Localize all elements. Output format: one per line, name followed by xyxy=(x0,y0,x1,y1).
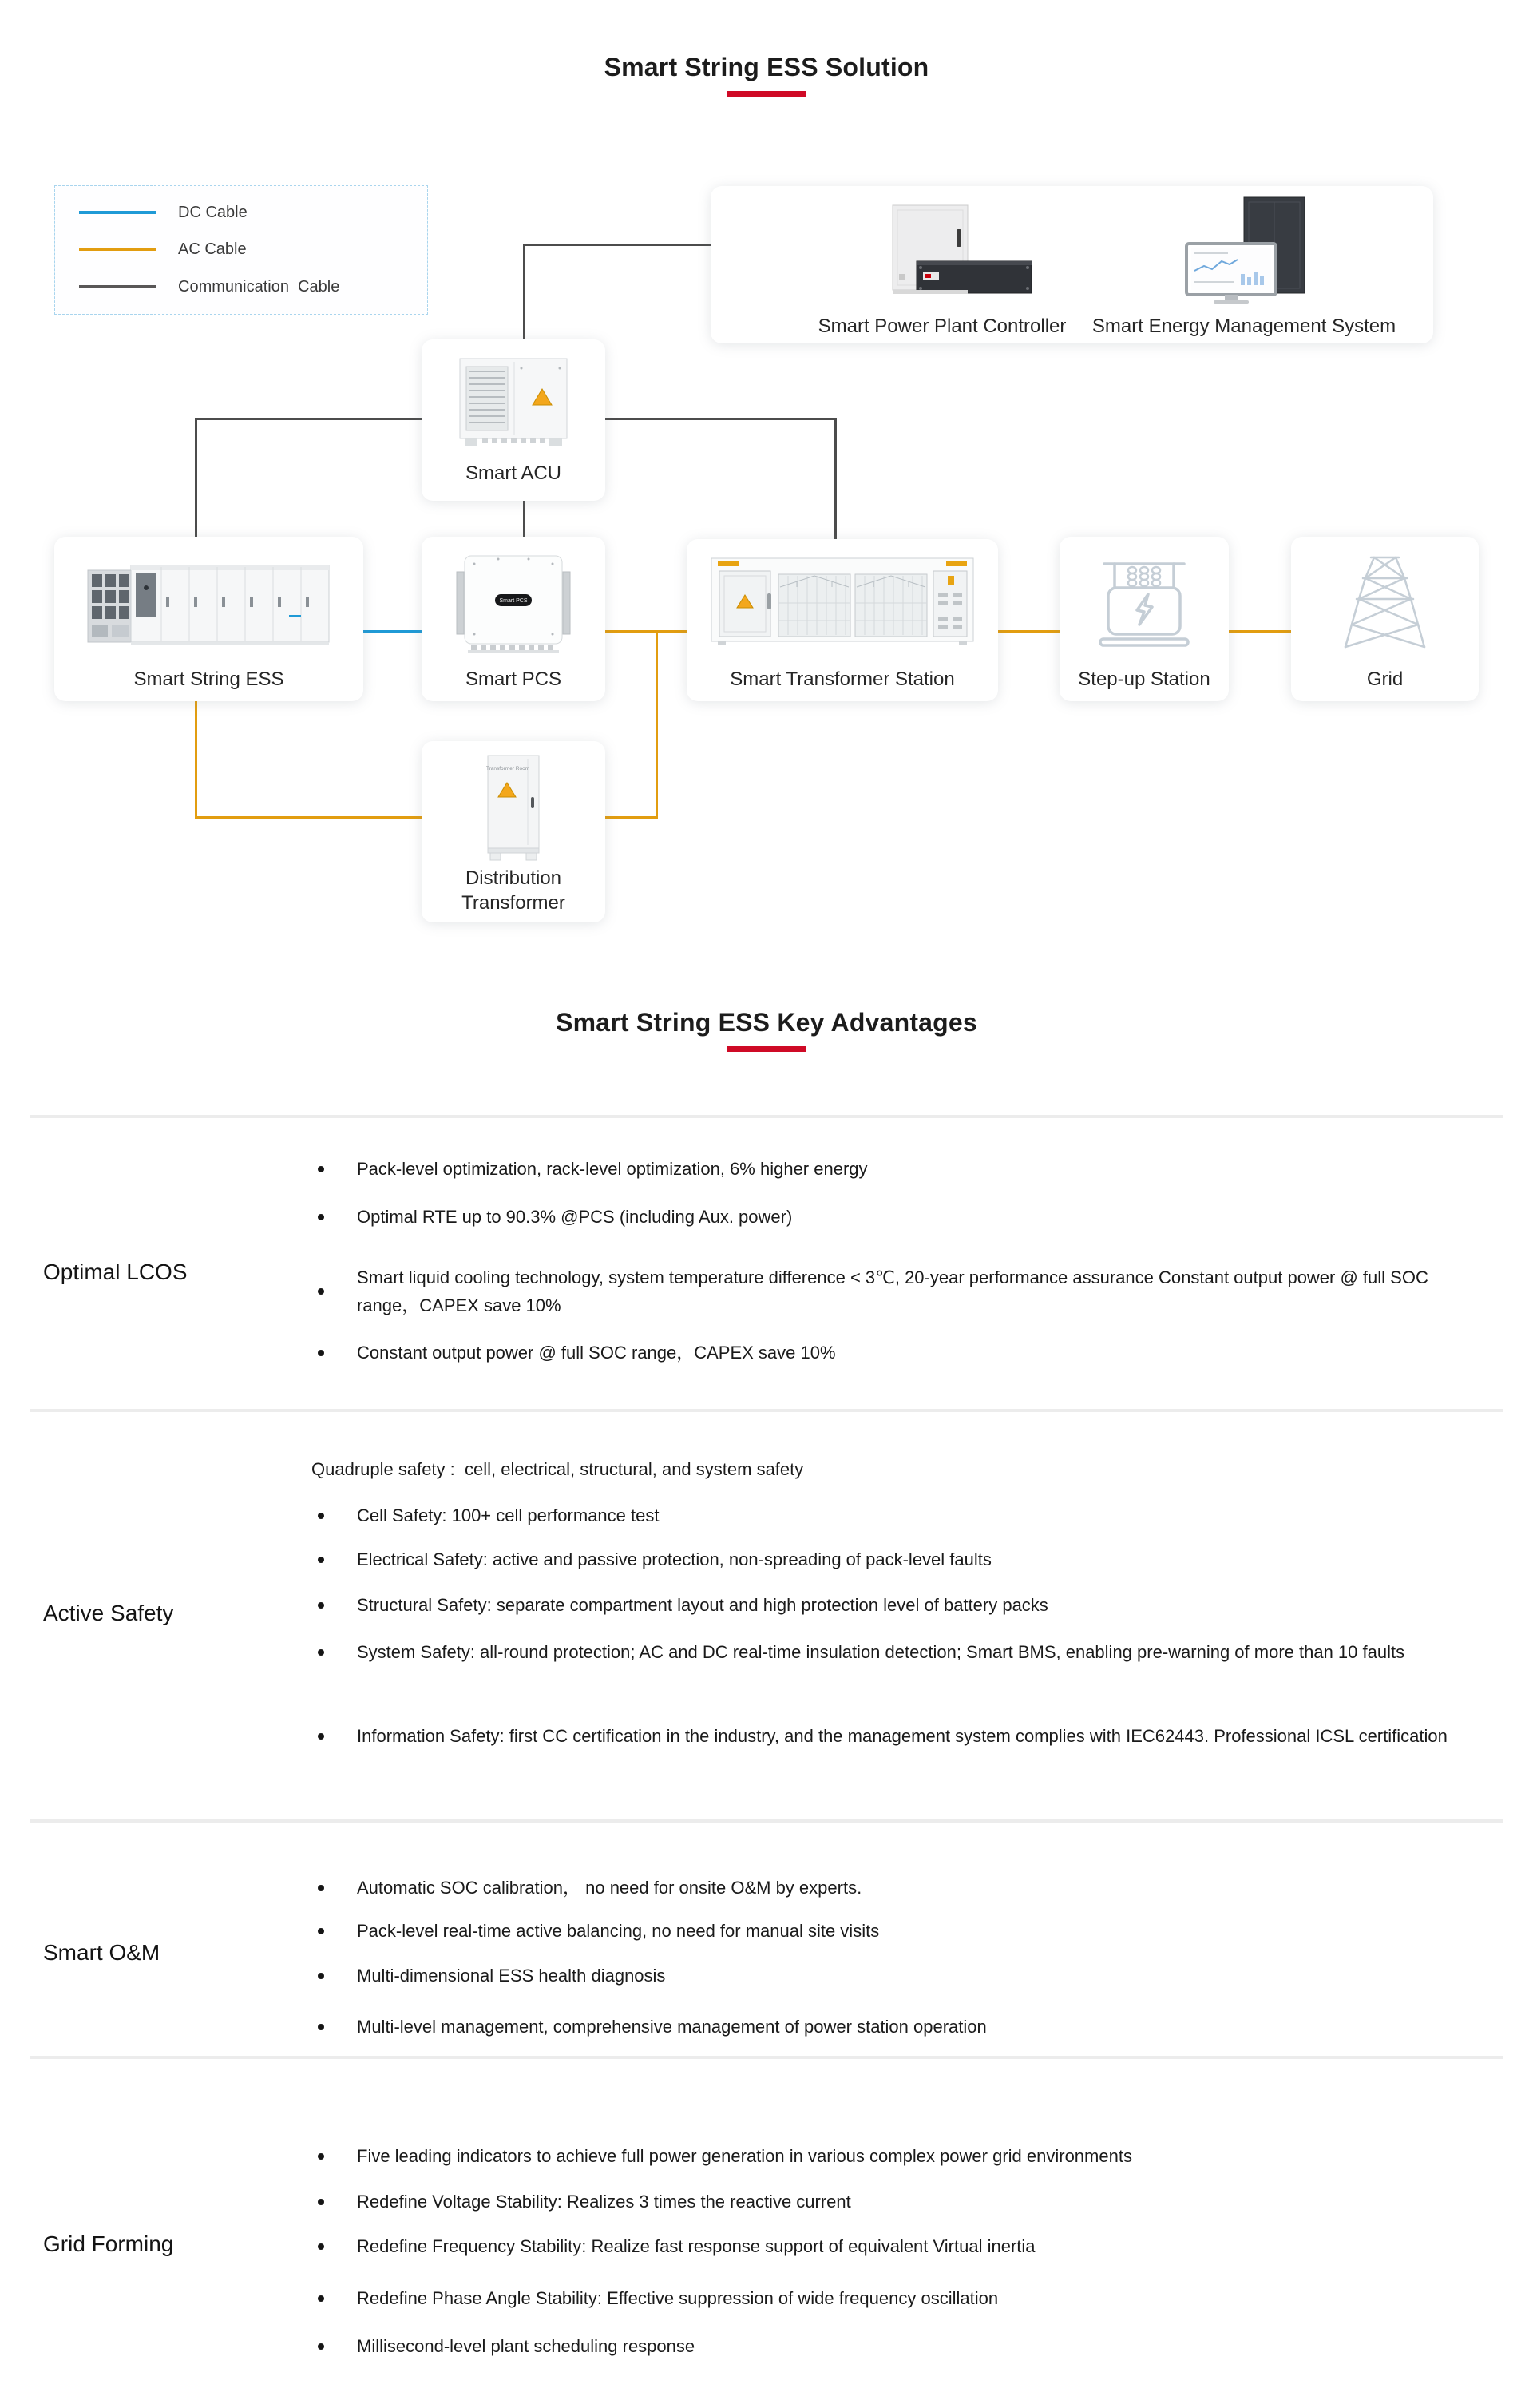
ems-label: Smart Energy Management System xyxy=(1091,315,1396,337)
legend-item-ac xyxy=(79,240,247,259)
quadruple-safety-intro: Quadruple safety : cell, electrical, structural, and system safety xyxy=(311,1459,804,1479)
step-up-station-icon xyxy=(1084,549,1204,652)
acu-label: Smart ACU xyxy=(465,462,562,484)
smart-string-ess-card xyxy=(54,537,363,701)
section-divider xyxy=(30,1409,1503,1412)
ac-line xyxy=(604,816,658,819)
advantage-bullet: System Safety: all-round protection; AC and DC real-time insulation detection; Smart BMS, enabling pre-warning of more than 10 faults xyxy=(318,1638,1477,1666)
comm-line xyxy=(604,418,837,420)
step-up-label: Step-up Station xyxy=(1078,668,1210,690)
smart-transformer-station-card xyxy=(687,539,998,701)
comm-line xyxy=(523,499,525,539)
svg-text:Transformer Room: Transformer Room xyxy=(485,766,530,772)
advantage-bullet: Multi-dimensional ESS health diagnosis xyxy=(318,1962,1477,1989)
section-divider xyxy=(30,1115,1503,1118)
ac-line xyxy=(1227,630,1293,633)
bullet-dot xyxy=(318,1350,324,1356)
power-plant-controller-image xyxy=(846,200,1038,303)
step-up-station-card xyxy=(1060,537,1229,701)
advantages-title-underline xyxy=(727,1046,806,1052)
bullet-dot xyxy=(318,1885,324,1891)
smart-acu-image xyxy=(446,352,581,454)
dc-cable-swatch xyxy=(79,211,156,214)
legend-item-dc xyxy=(79,203,248,222)
advantage-bullet: Smart liquid cooling technology, system temperature difference < 3℃, 20-year performance assurance Constant output power @ full SOC range，CAPEX save 10% xyxy=(318,1264,1477,1319)
ac-cable-swatch xyxy=(79,248,156,251)
bullet-dot xyxy=(318,1214,324,1220)
comm-line xyxy=(195,418,197,539)
advantage-bullet: Five leading indicators to achieve full power generation in various complex power grid environments xyxy=(318,2142,1477,2170)
communication-cable-swatch xyxy=(79,285,156,288)
ac-line xyxy=(996,630,1062,633)
smart-pcs-image xyxy=(446,548,581,660)
ess-label: Smart String ESS xyxy=(133,668,284,690)
advantage-bullet: Constant output power @ full SOC range，CAPEX save 10% xyxy=(318,1339,1477,1367)
pcs-label: Smart PCS xyxy=(465,668,562,690)
controller-label: Smart Power Plant Controller xyxy=(818,315,1067,337)
bullet-dot xyxy=(318,2024,324,2030)
comm-line xyxy=(523,244,525,342)
distribution-transformer-label: Distribution Transformer xyxy=(461,867,565,914)
dc-line xyxy=(363,630,424,633)
section-label-grid-forming: Grid Forming xyxy=(43,2231,174,2256)
bullet-dot xyxy=(318,2295,324,2302)
bullet-dot xyxy=(318,1557,324,1563)
advantage-bullet: Automatic SOC calibration， no need for onsite O&M by experts. xyxy=(318,1874,1477,1902)
advantage-bullet: Electrical Safety: active and passive protection, non-spreading of pack-level faults xyxy=(318,1545,1477,1573)
advantage-bullet: Pack-level real-time active balancing, no need for manual site visits xyxy=(318,1917,1477,1945)
bullet-dot xyxy=(318,1928,324,1934)
advantage-bullet: Optimal RTE up to 90.3% @PCS (including Aux. power) xyxy=(318,1203,1477,1231)
bullet-dot xyxy=(318,1973,324,1979)
smart-transformer-station-image xyxy=(707,553,978,648)
bullet-dot xyxy=(318,2153,324,2160)
advantage-bullet: Redefine Frequency Stability: Realize fast response support of equivalent Virtual inertia xyxy=(318,2232,1477,2260)
advantages-title: Smart String ESS Key Advantages xyxy=(556,1008,977,1037)
advantage-bullet: Information Safety: first CC certification in the industry, and the management system complies with IEC62443. Professional ICSL certification xyxy=(318,1722,1477,1750)
management-card xyxy=(711,186,1433,343)
smart-acu-card xyxy=(422,339,605,501)
cable-legend xyxy=(54,185,428,315)
legend-label: AC Cable xyxy=(178,240,247,258)
grid-label: Grid xyxy=(1366,668,1404,690)
legend-label: Communication Cable xyxy=(178,277,340,296)
legend-label: DC Cable xyxy=(178,203,248,221)
title-underline xyxy=(727,91,806,97)
smart-pcs-card xyxy=(422,537,605,701)
advantage-bullet: Pack-level optimization, rack-level optimization, 6% higher energy xyxy=(318,1155,1477,1183)
dc-stub xyxy=(289,615,301,617)
advantage-bullet: Structural Safety: separate compartment layout and high protection level of battery packs xyxy=(318,1591,1477,1619)
section-label-smart-om: Smart O&M xyxy=(43,1940,160,1965)
bullet-dot xyxy=(318,1513,324,1519)
ac-line xyxy=(656,630,658,819)
transformer-station-label: Smart Transformer Station xyxy=(730,668,955,690)
ac-line xyxy=(604,630,688,633)
section-divider xyxy=(30,2056,1503,2059)
grid-card xyxy=(1291,537,1479,701)
bullet-dot xyxy=(318,2343,324,2350)
advantage-bullet: Millisecond-level plant scheduling response xyxy=(318,2332,1477,2360)
advantage-bullet: Redefine Phase Angle Stability: Effective suppression of wide frequency oscillation xyxy=(318,2284,1477,2312)
bullet-dot xyxy=(318,1166,324,1172)
section-divider xyxy=(30,1819,1503,1823)
section-label-active-safety: Active Safety xyxy=(43,1601,174,1625)
advantage-bullet: Multi-level management, comprehensive management of power station operation xyxy=(318,2013,1477,2041)
advantage-bullet: Redefine Voltage Stability: Realizes 3 times the reactive current xyxy=(318,2188,1477,2216)
distribution-transformer-image xyxy=(465,752,561,864)
comm-line xyxy=(834,418,837,542)
bullet-dot xyxy=(318,1288,324,1295)
bullet-dot xyxy=(318,1602,324,1609)
section-label-optimal-lcos: Optimal LCOS xyxy=(43,1260,188,1284)
bullet-dot xyxy=(318,2243,324,2250)
legend-item-comm xyxy=(79,277,339,296)
comm-line xyxy=(523,244,713,246)
advantage-bullet: Cell Safety: 100+ cell performance test xyxy=(318,1502,1477,1529)
bullet-dot xyxy=(318,1649,324,1656)
ac-line xyxy=(195,816,423,819)
smart-string-ess-image xyxy=(77,551,340,655)
bullet-dot xyxy=(318,2199,324,2205)
grid-tower-icon xyxy=(1339,548,1431,653)
comm-line xyxy=(195,418,423,420)
bullet-dot xyxy=(318,1733,324,1740)
energy-management-system-image xyxy=(1148,194,1340,307)
svg-text:Smart PCS: Smart PCS xyxy=(499,598,528,604)
solution-title: Smart String ESS Solution xyxy=(604,53,929,81)
ac-line xyxy=(195,701,197,819)
distribution-transformer-card xyxy=(422,741,605,922)
